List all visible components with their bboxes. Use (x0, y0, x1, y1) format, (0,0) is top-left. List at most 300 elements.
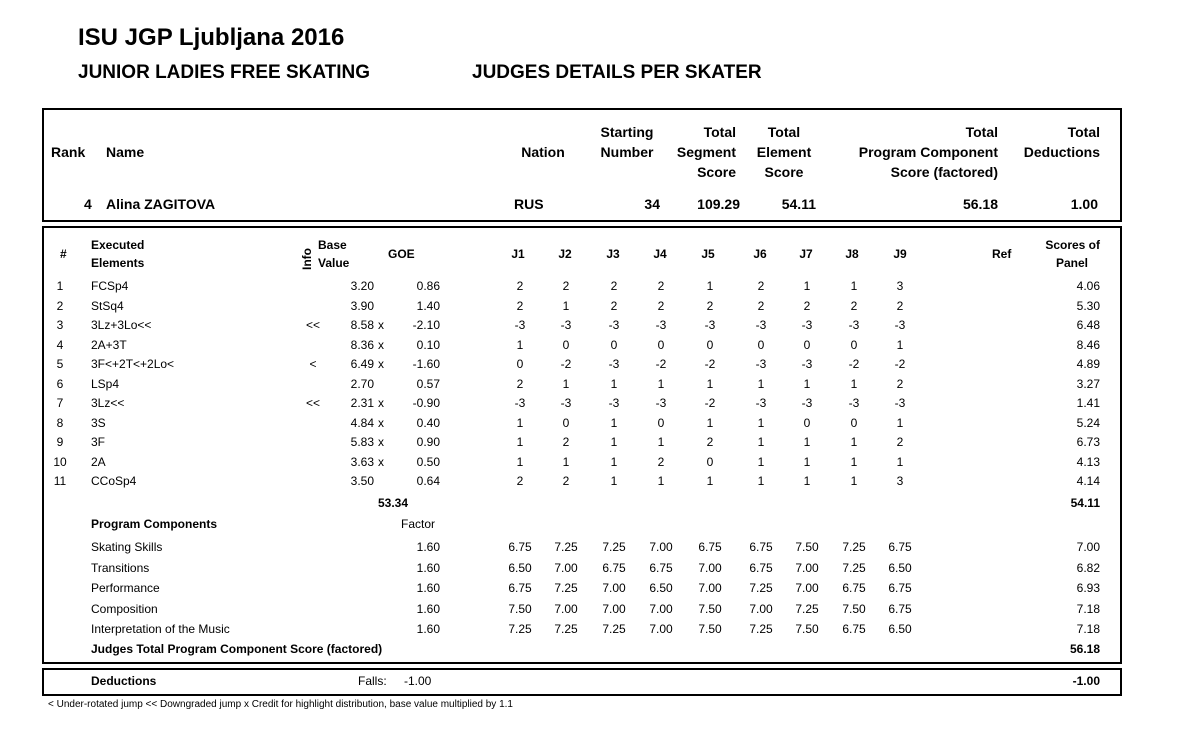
element-name: 3S (91, 415, 106, 430)
component-name: Interpretation of the Music (91, 622, 230, 636)
judge-score: 2 (516, 376, 524, 391)
scores-of-panel-header (1030, 236, 1100, 272)
judge-score: -2 (848, 357, 860, 371)
panel-total: 54.11 (1070, 496, 1100, 510)
skater-deductions: 1.00 (1070, 196, 1098, 212)
judge-score: 2 (896, 376, 904, 391)
judge-component-score: 6.75 (749, 540, 773, 554)
element-base-value: 8.36 (350, 337, 374, 352)
falls-value: -1.00 (404, 674, 432, 688)
judge-component-score: 7.00 (698, 560, 722, 575)
element-goe: -1.60 (412, 357, 440, 371)
element-panel-score: 4.89 (1076, 357, 1100, 371)
judge-component-score: 7.25 (842, 560, 866, 575)
element-panel-score: 6.73 (1076, 435, 1100, 449)
judge-score: 1 (610, 435, 618, 449)
element-bonus-marker: x (378, 435, 384, 449)
judge-header-j1: J1 (511, 247, 525, 261)
element-number: 2 (56, 298, 64, 313)
judge-score: 1 (896, 337, 904, 352)
element-base-value: 3.20 (350, 279, 374, 293)
judge-score: -3 (704, 318, 716, 332)
component-factor: 1.60 (416, 601, 440, 616)
component-panel-score: 7.00 (1076, 540, 1100, 554)
element-panel-score: 4.13 (1076, 454, 1100, 469)
element-panel-score: 4.14 (1076, 474, 1100, 488)
ref-header: Ref (992, 247, 1012, 261)
element-goe: 0.86 (416, 279, 440, 293)
judge-score: 1 (516, 415, 524, 430)
judge-component-score: 6.50 (649, 581, 673, 595)
judge-score: 2 (896, 298, 904, 313)
judge-score: 1 (803, 435, 811, 449)
info-header: Info (300, 248, 314, 270)
judge-component-score: 7.00 (795, 581, 819, 595)
component-factor: 1.60 (416, 581, 440, 595)
judge-score: 2 (757, 298, 765, 313)
judge-score: 0 (850, 337, 858, 352)
element-bonus-marker: x (378, 396, 384, 410)
judge-score: 1 (850, 279, 858, 293)
judge-component-score: 6.50 (888, 560, 912, 575)
judge-score: 0 (562, 415, 570, 430)
element-row (44, 432, 1118, 452)
judge-header-j6: J6 (753, 247, 767, 261)
element-bonus-marker: x (378, 318, 384, 332)
element-number: 9 (56, 435, 64, 449)
judge-score: 1 (757, 474, 765, 488)
judge-score: 1 (562, 454, 570, 469)
judge-score: 0 (657, 337, 665, 352)
judge-header-j4: J4 (653, 247, 667, 261)
judge-score: 1 (706, 415, 714, 430)
tes-header-line2: Element (756, 144, 812, 160)
judge-component-score: 7.00 (749, 601, 773, 616)
judge-score: 0 (562, 337, 570, 352)
judge-score: -3 (848, 396, 860, 410)
element-base-value: 3.63 (350, 454, 374, 469)
judge-score: 1 (850, 376, 858, 391)
components-header-row (44, 514, 1118, 534)
judge-score: 0 (706, 337, 714, 352)
judge-score: 1 (516, 454, 524, 469)
judge-score: 2 (562, 474, 570, 488)
pcs-header-line2: Program Component (858, 144, 998, 160)
judge-score: 2 (850, 298, 858, 313)
component-name: Performance (91, 581, 160, 595)
judge-score: 2 (657, 454, 665, 469)
element-base-value: 2.31 (350, 396, 374, 410)
judge-score: -3 (608, 396, 620, 410)
element-number: 11 (53, 474, 67, 488)
element-number: 7 (56, 396, 64, 410)
element-number: 5 (56, 357, 64, 371)
judge-score: -3 (801, 357, 813, 371)
judge-score: -2 (704, 396, 716, 410)
judge-component-score: 6.75 (842, 622, 866, 636)
judge-score: -3 (801, 318, 813, 332)
skater-name: Alina ZAGITOVA (106, 196, 216, 212)
judge-score: -3 (655, 318, 667, 332)
judge-score: -3 (894, 318, 906, 332)
judge-score: 1 (757, 376, 765, 391)
skater-tes: 54.11 (781, 196, 816, 212)
judge-score: 2 (706, 435, 714, 449)
judge-score: -3 (894, 396, 906, 410)
component-row (44, 619, 1118, 639)
deductions-header (1010, 122, 1100, 162)
element-number: 1 (56, 279, 64, 293)
judge-component-score: 7.00 (602, 581, 626, 595)
judge-component-score: 7.50 (795, 622, 819, 636)
deductions-label: Deductions (91, 674, 157, 688)
judge-header-j5: J5 (701, 247, 715, 261)
judge-component-score: 6.50 (888, 622, 912, 636)
judge-score: 1 (610, 454, 618, 469)
judge-score: 2 (706, 298, 714, 313)
judge-score: 2 (516, 279, 524, 293)
element-name: 3F (91, 435, 106, 449)
panel-header-line1: Scores of (1045, 238, 1100, 252)
judge-component-score: 6.75 (602, 560, 626, 575)
element-goe: 0.50 (416, 454, 440, 469)
judge-score: 2 (657, 298, 665, 313)
judge-score: 1 (706, 279, 714, 293)
judge-score: 3 (896, 279, 904, 293)
element-name: CCoSp4 (91, 474, 137, 488)
judge-component-score: 6.75 (649, 560, 673, 575)
executed-header-line1: Executed (91, 238, 145, 252)
element-base-value: 4.84 (350, 415, 374, 430)
element-name: FCSp4 (91, 279, 129, 293)
judge-score: 2 (757, 279, 765, 293)
tes-header (746, 122, 822, 182)
program-components-label: Program Components (91, 517, 218, 531)
element-panel-score: 5.24 (1076, 415, 1100, 430)
judge-component-score: 7.25 (554, 581, 578, 595)
judge-header-j7: J7 (799, 247, 813, 261)
judge-score: 1 (850, 454, 858, 469)
element-number: 3 (56, 318, 64, 332)
base-header-line2: Value (318, 256, 350, 270)
judge-score: 2 (896, 435, 904, 449)
pcs-header-line1: Total (965, 124, 998, 140)
deductions-header-line1: Total (1067, 124, 1100, 140)
component-panel-score: 7.18 (1076, 622, 1100, 636)
judge-score: 1 (706, 474, 714, 488)
starting-number-header (590, 122, 664, 162)
element-name: 2A (91, 454, 106, 469)
component-name: Composition (91, 601, 158, 616)
judge-score: 2 (562, 279, 570, 293)
element-base-value: 3.50 (350, 474, 374, 488)
starting-number-header-line1: Starting (600, 124, 654, 140)
judge-header-j9: J9 (893, 247, 907, 261)
report-title: JUDGES DETAILS PER SKATER (472, 62, 762, 83)
tss-header-line1: Total (703, 124, 736, 140)
element-number: 10 (53, 454, 67, 469)
element-info: << (305, 396, 320, 410)
falls-label: Falls: (358, 674, 387, 688)
component-panel-score: 6.93 (1076, 581, 1100, 595)
judge-score: 1 (850, 435, 858, 449)
judge-component-score: 7.00 (602, 601, 626, 616)
judge-component-score: 7.25 (749, 622, 773, 636)
judge-score: -3 (560, 318, 572, 332)
factor-label: Factor (401, 517, 436, 531)
element-info: < (309, 357, 317, 371)
judge-component-score: 7.50 (698, 622, 722, 636)
rank-header: Rank (51, 144, 86, 160)
segment-title: JUNIOR LADIES FREE SKATING (78, 62, 371, 83)
element-name: 2A+3T (91, 337, 127, 352)
judge-score: 2 (610, 279, 618, 293)
element-row (44, 354, 1118, 374)
element-panel-score: 8.46 (1076, 337, 1100, 352)
judge-component-score: 7.50 (698, 601, 722, 616)
judge-score: 1 (803, 474, 811, 488)
element-totals-row (44, 493, 1118, 513)
element-goe: -0.90 (412, 396, 440, 410)
element-row (44, 296, 1118, 316)
element-name: 3F<+2T<+2Lo< (91, 357, 175, 371)
judge-component-score: 6.50 (508, 560, 532, 575)
judge-score: 1 (896, 454, 904, 469)
judge-component-score: 7.00 (698, 581, 722, 595)
element-panel-score: 1.41 (1076, 396, 1100, 410)
element-bonus-marker: x (378, 337, 384, 352)
element-name: 3Lz+3Lo<< (91, 318, 152, 332)
element-goe: 0.10 (416, 337, 440, 352)
element-row (44, 471, 1118, 491)
base-value-total: 53.34 (377, 496, 408, 510)
judge-component-score: 6.75 (508, 540, 532, 554)
components-total-row (44, 639, 1118, 659)
element-row (44, 393, 1118, 413)
judge-component-score: 6.75 (888, 601, 912, 616)
judge-score: 1 (562, 376, 570, 391)
element-goe: 0.90 (416, 435, 440, 449)
judge-component-score: 6.75 (888, 540, 912, 554)
judge-component-score: 7.00 (554, 601, 578, 616)
deductions-header-line2: Deductions (1023, 144, 1100, 160)
judge-score: 1 (562, 298, 570, 313)
element-row (44, 315, 1118, 335)
element-row (44, 276, 1118, 296)
name-header: Name (106, 144, 145, 160)
deductions-total: -1.00 (1072, 674, 1100, 688)
judge-component-score: 7.50 (795, 540, 819, 554)
element-goe: -2.10 (412, 318, 440, 332)
element-number: 8 (56, 415, 64, 430)
element-row (44, 374, 1118, 394)
judge-component-score: 7.00 (554, 560, 578, 575)
judge-score: 2 (803, 298, 811, 313)
judge-score: 1 (757, 454, 765, 469)
component-row (44, 537, 1118, 557)
judge-component-score: 7.00 (795, 560, 819, 575)
judge-component-score: 6.75 (508, 581, 532, 595)
judge-score: 2 (657, 279, 665, 293)
tes-header-line3: Score (764, 164, 804, 180)
element-goe: 0.64 (416, 474, 440, 488)
judge-component-score: 7.25 (842, 540, 866, 554)
judge-component-score: 7.00 (649, 601, 673, 616)
component-name: Skating Skills (91, 540, 163, 554)
judge-score: 0 (657, 415, 665, 430)
judge-score: 1 (610, 474, 618, 488)
panel-header-line2: Panel (1055, 256, 1088, 270)
element-base-value: 2.70 (350, 376, 374, 391)
judge-component-score: 7.25 (749, 581, 773, 595)
judge-component-score: 7.25 (602, 540, 626, 554)
judge-score: -3 (608, 357, 620, 371)
judge-component-score: 7.25 (554, 540, 578, 554)
goe-header: GOE (388, 247, 415, 261)
element-panel-score: 5.30 (1076, 298, 1100, 313)
tss-header (660, 122, 736, 182)
judge-score: 2 (562, 435, 570, 449)
event-title: ISU JGP Ljubljana 2016 (78, 24, 345, 51)
judge-score: -2 (894, 357, 906, 371)
judge-header-j2: J2 (558, 247, 572, 261)
judge-score: 1 (803, 376, 811, 391)
skater-pcs: 56.18 (962, 196, 998, 212)
element-number: 6 (56, 376, 64, 391)
element-name: StSq4 (91, 298, 124, 313)
element-row (44, 335, 1118, 355)
component-factor: 1.60 (416, 560, 440, 575)
element-base-value: 8.58 (350, 318, 374, 332)
components-total-label: Judges Total Program Component Score (factored) (91, 642, 383, 656)
judge-score: -3 (755, 396, 767, 410)
base-header-line1: Base (318, 238, 347, 252)
element-name: LSp4 (91, 376, 120, 391)
component-row (44, 558, 1118, 578)
element-bonus-marker: x (378, 454, 384, 469)
judge-score: -3 (655, 396, 667, 410)
judge-score: -2 (560, 357, 572, 371)
base-value-header (318, 236, 349, 272)
judge-score: 1 (610, 415, 618, 430)
element-base-value: 3.90 (350, 298, 374, 313)
element-panel-score: 4.06 (1076, 279, 1100, 293)
element-row (44, 413, 1118, 433)
judge-score: 1 (803, 454, 811, 469)
judge-score: -3 (755, 318, 767, 332)
tes-header-line1: Total (767, 124, 801, 140)
component-factor: 1.60 (416, 622, 440, 636)
judge-score: 1 (757, 435, 765, 449)
pcs-header-line3: Score (factored) (890, 164, 998, 180)
judge-score: -3 (608, 318, 620, 332)
element-info: << (305, 318, 320, 332)
judge-score: 1 (850, 474, 858, 488)
judge-component-score: 7.25 (508, 622, 532, 636)
footnote: < Under-rotated jump << Downgraded jump x Credit for highlight distribution, base value multiplied by 1.1 (48, 699, 513, 710)
judge-score: 1 (706, 376, 714, 391)
judge-score: -3 (514, 396, 526, 410)
component-row (44, 599, 1118, 619)
judge-component-score: 7.00 (649, 622, 673, 636)
judge-component-score: 7.50 (508, 601, 532, 616)
component-panel-score: 7.18 (1076, 601, 1100, 616)
skater-starting-number: 34 (644, 196, 660, 212)
judge-score: 2 (516, 298, 524, 313)
judge-header-j3: J3 (606, 247, 620, 261)
pcs-header (838, 122, 998, 182)
component-row (44, 578, 1118, 598)
judge-score: 1 (657, 376, 665, 391)
component-panel-score: 6.82 (1076, 560, 1100, 575)
executed-header-line2: Elements (91, 256, 145, 270)
component-name: Transitions (91, 560, 150, 575)
judge-score: 1 (757, 415, 765, 430)
skater-tss: 109.29 (697, 196, 740, 212)
judge-score: 1 (657, 435, 665, 449)
element-goe: 1.40 (416, 298, 440, 313)
starting-number-header-line2: Number (600, 144, 654, 160)
skater-rank: 4 (84, 196, 92, 212)
judge-component-score: 7.25 (602, 622, 626, 636)
judge-score: -3 (755, 357, 767, 371)
judge-component-score: 6.75 (749, 560, 773, 575)
tss-header-line3: Score (697, 164, 736, 180)
nation-header: Nation (521, 144, 565, 160)
executed-elements-header (91, 236, 144, 272)
judge-header-j8: J8 (845, 247, 859, 261)
element-bonus-marker: x (378, 415, 384, 430)
judge-score: 2 (610, 298, 618, 313)
element-panel-score: 3.27 (1076, 376, 1100, 391)
element-goe: 0.40 (416, 415, 440, 430)
judge-score: 2 (516, 474, 524, 488)
component-factor: 1.60 (416, 540, 440, 554)
judge-score: -2 (704, 357, 716, 371)
element-goe: 0.57 (416, 376, 440, 391)
judge-component-score: 7.00 (649, 540, 673, 554)
judge-score: -3 (801, 396, 813, 410)
judge-score: -3 (848, 318, 860, 332)
judge-score: 0 (706, 454, 714, 469)
judge-component-score: 7.25 (795, 601, 819, 616)
judge-score: 1 (803, 279, 811, 293)
judge-component-score: 6.75 (888, 581, 912, 595)
judge-component-score: 6.75 (698, 540, 722, 554)
judge-score: 1 (896, 415, 904, 430)
skater-nation: RUS (514, 196, 544, 212)
judge-score: 1 (516, 337, 524, 352)
element-base-value: 6.49 (350, 357, 374, 371)
tss-header-line2: Segment (676, 144, 736, 160)
judge-component-score: 7.25 (554, 622, 578, 636)
judge-score: -3 (560, 396, 572, 410)
judge-score: 1 (657, 474, 665, 488)
judge-score: 0 (803, 337, 811, 352)
element-panel-score: 6.48 (1076, 318, 1100, 332)
judge-score: 3 (896, 474, 904, 488)
judge-score: 0 (757, 337, 765, 352)
judge-score: 0 (516, 357, 524, 371)
judge-score: 1 (610, 376, 618, 391)
judge-score: 0 (610, 337, 618, 352)
judge-score: 1 (516, 435, 524, 449)
judge-score: 0 (803, 415, 811, 430)
element-row (44, 452, 1118, 472)
judge-component-score: 7.50 (842, 601, 866, 616)
components-total-value: 56.18 (1069, 642, 1100, 656)
element-base-value: 5.83 (350, 435, 374, 449)
